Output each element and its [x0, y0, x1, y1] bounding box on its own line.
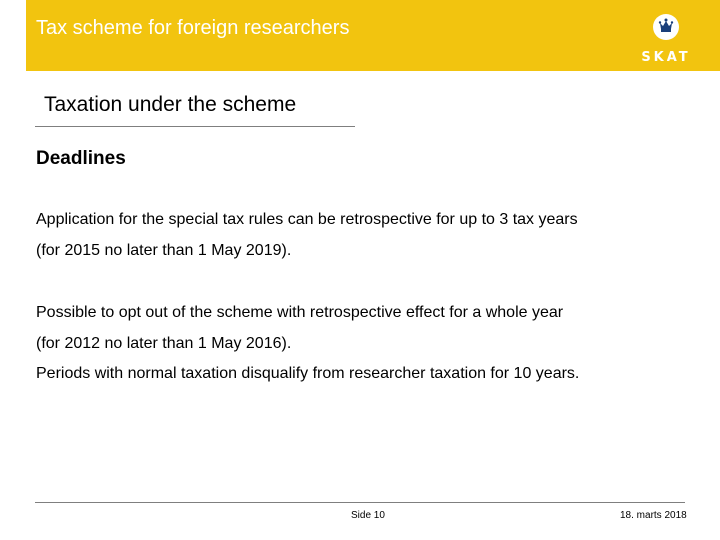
header-title: Tax scheme for foreign researchers	[36, 17, 350, 39]
header-band	[26, 0, 720, 71]
page-number: Side 10	[351, 510, 385, 521]
skat-logo	[641, 14, 691, 68]
body-line-2: (for 2015 no later than 1 May 2019).	[36, 242, 292, 259]
footer-date: 18. marts 2018	[620, 510, 687, 521]
body-line-1: Application for the special tax rules can be retrospective for up to 3 tax years	[36, 211, 578, 228]
crown-icon	[653, 14, 679, 40]
section-title: Taxation under the scheme	[44, 93, 297, 116]
footer-divider	[35, 502, 685, 503]
body-line-4: (for 2012 no later than 1 May 2016).	[36, 335, 292, 352]
body-line-5: Periods with normal taxation disqualify from researcher taxation for 10 years.	[36, 365, 580, 382]
body-line-3: Possible to opt out of the scheme with retrospective effect for a whole year	[36, 304, 564, 321]
slide-heading: Deadlines	[36, 148, 126, 169]
section-divider	[35, 126, 355, 127]
logo-wordmark: SKAT	[641, 50, 691, 65]
